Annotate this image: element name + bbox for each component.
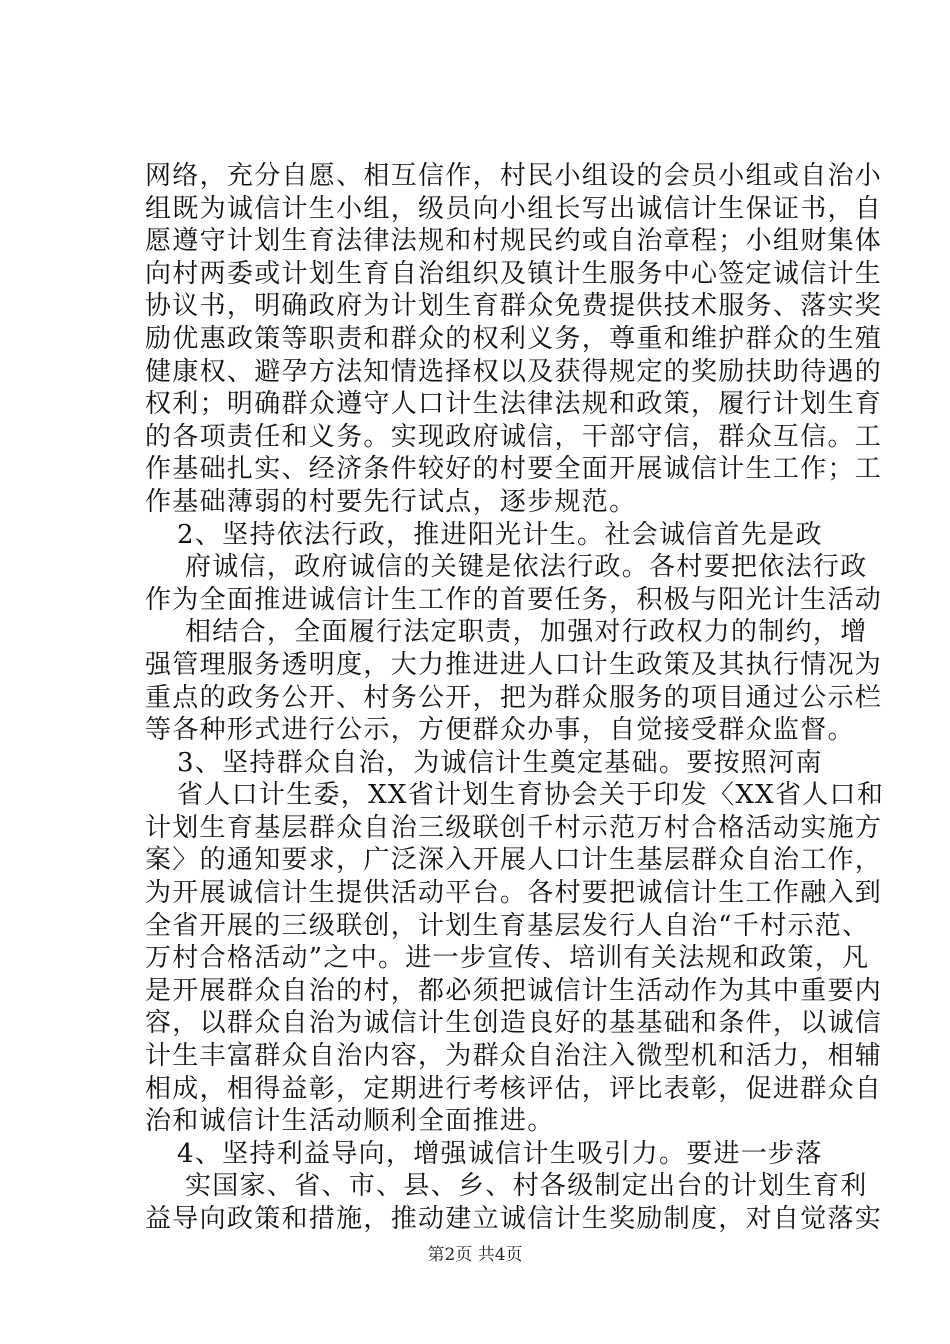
text-line: 协议书，明确政府为计划生育群众免费提供技术服务、落实奖: [145, 291, 883, 322]
text-line: 作基础扎实、经济条件较好的村要全面开展诚信计生工作；工: [145, 454, 883, 485]
text-line: 实国家、省、市、县、乡、村各级制定出台的计划生育利: [185, 1171, 868, 1202]
text-line: 的各项责任和义务。实现政府诚信，干部守信，群众互信。工: [145, 421, 883, 452]
section-heading-3: 3、坚持群众自治，为诚信计生奠定基础。要按照河南: [177, 747, 823, 778]
text-line: 府诚信，政府诚信的关键是依法行政。各村要把依法行政: [185, 552, 868, 583]
text-line: 万村合格活动”之中。进一步宣传、培训有关法规和政策，凡: [145, 943, 870, 974]
text-line: 网络，充分自愿、相互信作，村民小组设的会员小组或自治小: [145, 161, 883, 191]
text-line: 是开展群众自治的村，都必须把诚信计生活动作为其中重要内: [145, 975, 883, 1006]
text-line: 权利；明确群众遵守人口计生法律法规和政策，履行计划生育: [145, 389, 883, 420]
text-line: 相结合，全面履行法定职责，加强对行政权力的制约，增: [185, 617, 868, 648]
text-line: 计划生育基层群众自治三级联创千村示范万村合格活动实施方: [145, 812, 883, 843]
text-line: 相成，相得益彰，定期进行考核评估，评比表彰，促进群众自: [145, 1073, 883, 1104]
text-line: 省人口计生委，XX省计划生育协会关于印发〈XX省人口和: [177, 780, 885, 811]
body-text: [145, 160, 885, 1236]
text-line: 组既为诚信计生小组，级员向小组长写出诚信计生保证书，自: [145, 193, 883, 224]
text-line: 作基础薄弱的村要先行试点，逐步规范。: [145, 486, 637, 517]
text-line: 全省开展的三级联创，计划生育基层发行人自治“千村示范、: [145, 910, 870, 941]
text-line: 计生丰富群众自治内容，为群众自治注入微型机和活力，相辅: [145, 1041, 883, 1072]
section-heading-4: 4、坚持利益导向，增强诚信计生吸引力。要进一步落: [177, 1138, 823, 1169]
text-line: 愿遵守计划生育法律法规和村规民约或自治章程；小组财集体: [145, 226, 883, 257]
text-line: 案〉的通知要求，广泛深入开展人口计生基层群众自治工作，: [145, 845, 883, 876]
text-line: 向村两委或计划生育自治组织及镇计生服务中心签定诚信计生: [145, 258, 883, 289]
text-line: 容，以群众自治为诚信计生创造良好的基基础和条件，以诚信: [145, 1008, 883, 1039]
text-line: 治和诚信计生活动顺利全面推进。: [145, 1106, 555, 1137]
text-line: 益导向政策和措施，推动建立诚信计生奖励制度，对自觉落实: [145, 1204, 883, 1234]
text-line: 等各种形式进行公示，方便群众办事，自觉接受群众监督。: [145, 715, 855, 746]
page-number-footer: 第2页 共4页: [427, 1245, 523, 1265]
text-line: 作为全面推进诚信计生工作的首要任务，积极与阳光计生活动: [145, 584, 883, 615]
text-line: 励优惠政策等职责和群众的权利义务，尊重和维护群众的生殖: [145, 323, 883, 354]
text-line: 强管理服务透明度，大力推进进人口计生政策及其执行情况为: [145, 649, 883, 680]
section-heading-2: 2、坚持依法行政，推进阳光计生。社会诚信首先是政: [177, 519, 823, 550]
text-line: 重点的政务公开、村务公开，把为群众服务的项目通过公示栏: [145, 682, 883, 713]
text-line: 为开展诚信计生提供活动平台。各村要把诚信计生工作融入到: [145, 878, 883, 909]
text-line: 健康权、避孕方法知情选择权以及获得规定的奖励扶助待遇的: [145, 356, 883, 387]
